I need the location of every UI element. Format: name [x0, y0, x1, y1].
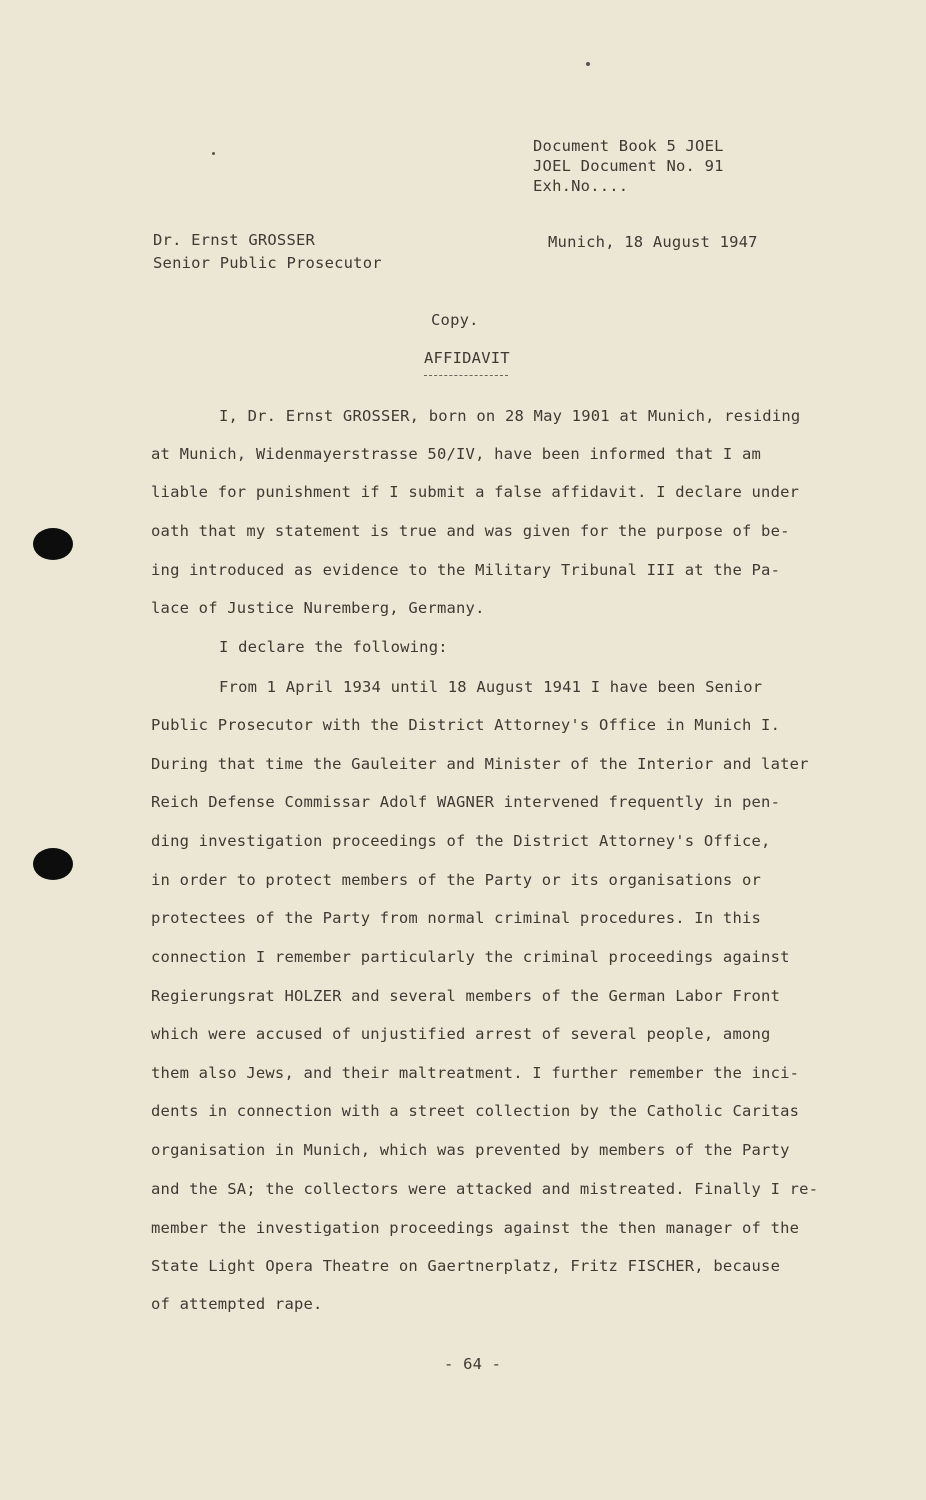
copy-label: Copy. [431, 311, 479, 329]
body-line: I, Dr. Ernst GROSSER, born on 28 May 1901 at Munich, residing [219, 407, 801, 425]
doc-number-ref: JOEL Document No. 91 [533, 157, 724, 175]
body-line: I declare the following: [219, 638, 448, 656]
body-line: Public Prosecutor with the District Attorney's Office in Munich I. [151, 716, 781, 734]
place-date: Munich, 18 August 1947 [548, 233, 758, 251]
body-line: at Munich, Widenmayerstrasse 50/IV, have been informed that I am [151, 445, 762, 463]
body-line: Reich Defense Commissar Adolf WAGNER intervened frequently in pen- [151, 793, 781, 811]
doc-book-ref: Document Book 5 JOEL [533, 137, 724, 155]
body-line: member the investigation proceedings against the then manager of the [151, 1219, 800, 1237]
body-line: ding investigation proceedings of the District Attorney's Office, [151, 832, 771, 850]
body-line: them also Jews, and their maltreatment. I further remember the inci- [151, 1064, 800, 1082]
body-line: liable for punishment if I submit a false affidavit. I declare under [151, 483, 800, 501]
author-name: Dr. Ernst GROSSER [153, 231, 316, 249]
body-line: State Light Opera Theatre on Gaertnerplatz, Fritz FISCHER, because [151, 1257, 781, 1275]
body-line: During that time the Gauleiter and Minister of the Interior and later [151, 755, 809, 773]
punch-hole [33, 528, 73, 560]
ink-speck [586, 62, 590, 66]
body-line: ing introduced as evidence to the Military Tribunal III at the Pa- [151, 561, 781, 579]
page-number: - 64 - [444, 1355, 502, 1373]
exhibit-ref: Exh.No.... [533, 177, 629, 195]
body-line: which were accused of unjustified arrest of several people, among [151, 1025, 771, 1043]
title-underline [424, 375, 508, 376]
ink-speck [212, 152, 215, 155]
doc-title: AFFIDAVIT [424, 349, 510, 367]
body-line: and the SA; the collectors were attacked and mistreated. Finally I re- [151, 1180, 819, 1198]
body-line: of attempted rape. [151, 1295, 323, 1313]
body-line: oath that my statement is true and was given for the purpose of be- [151, 522, 790, 540]
body-line: protectees of the Party from normal criminal procedures. In this [151, 909, 762, 927]
body-line: From 1 April 1934 until 18 August 1941 I have been Senior [219, 678, 763, 696]
punch-hole [33, 848, 73, 880]
body-line: connection I remember particularly the criminal proceedings against [151, 948, 790, 966]
author-title: Senior Public Prosecutor [153, 254, 382, 272]
body-line: lace of Justice Nuremberg, Germany. [151, 599, 485, 617]
body-line: in order to protect members of the Party or its organisations or [151, 871, 762, 889]
body-line: organisation in Munich, which was prevented by members of the Party [151, 1141, 790, 1159]
body-line: dents in connection with a street collection by the Catholic Caritas [151, 1102, 800, 1120]
body-line: Regierungsrat HOLZER and several members of the German Labor Front [151, 987, 781, 1005]
